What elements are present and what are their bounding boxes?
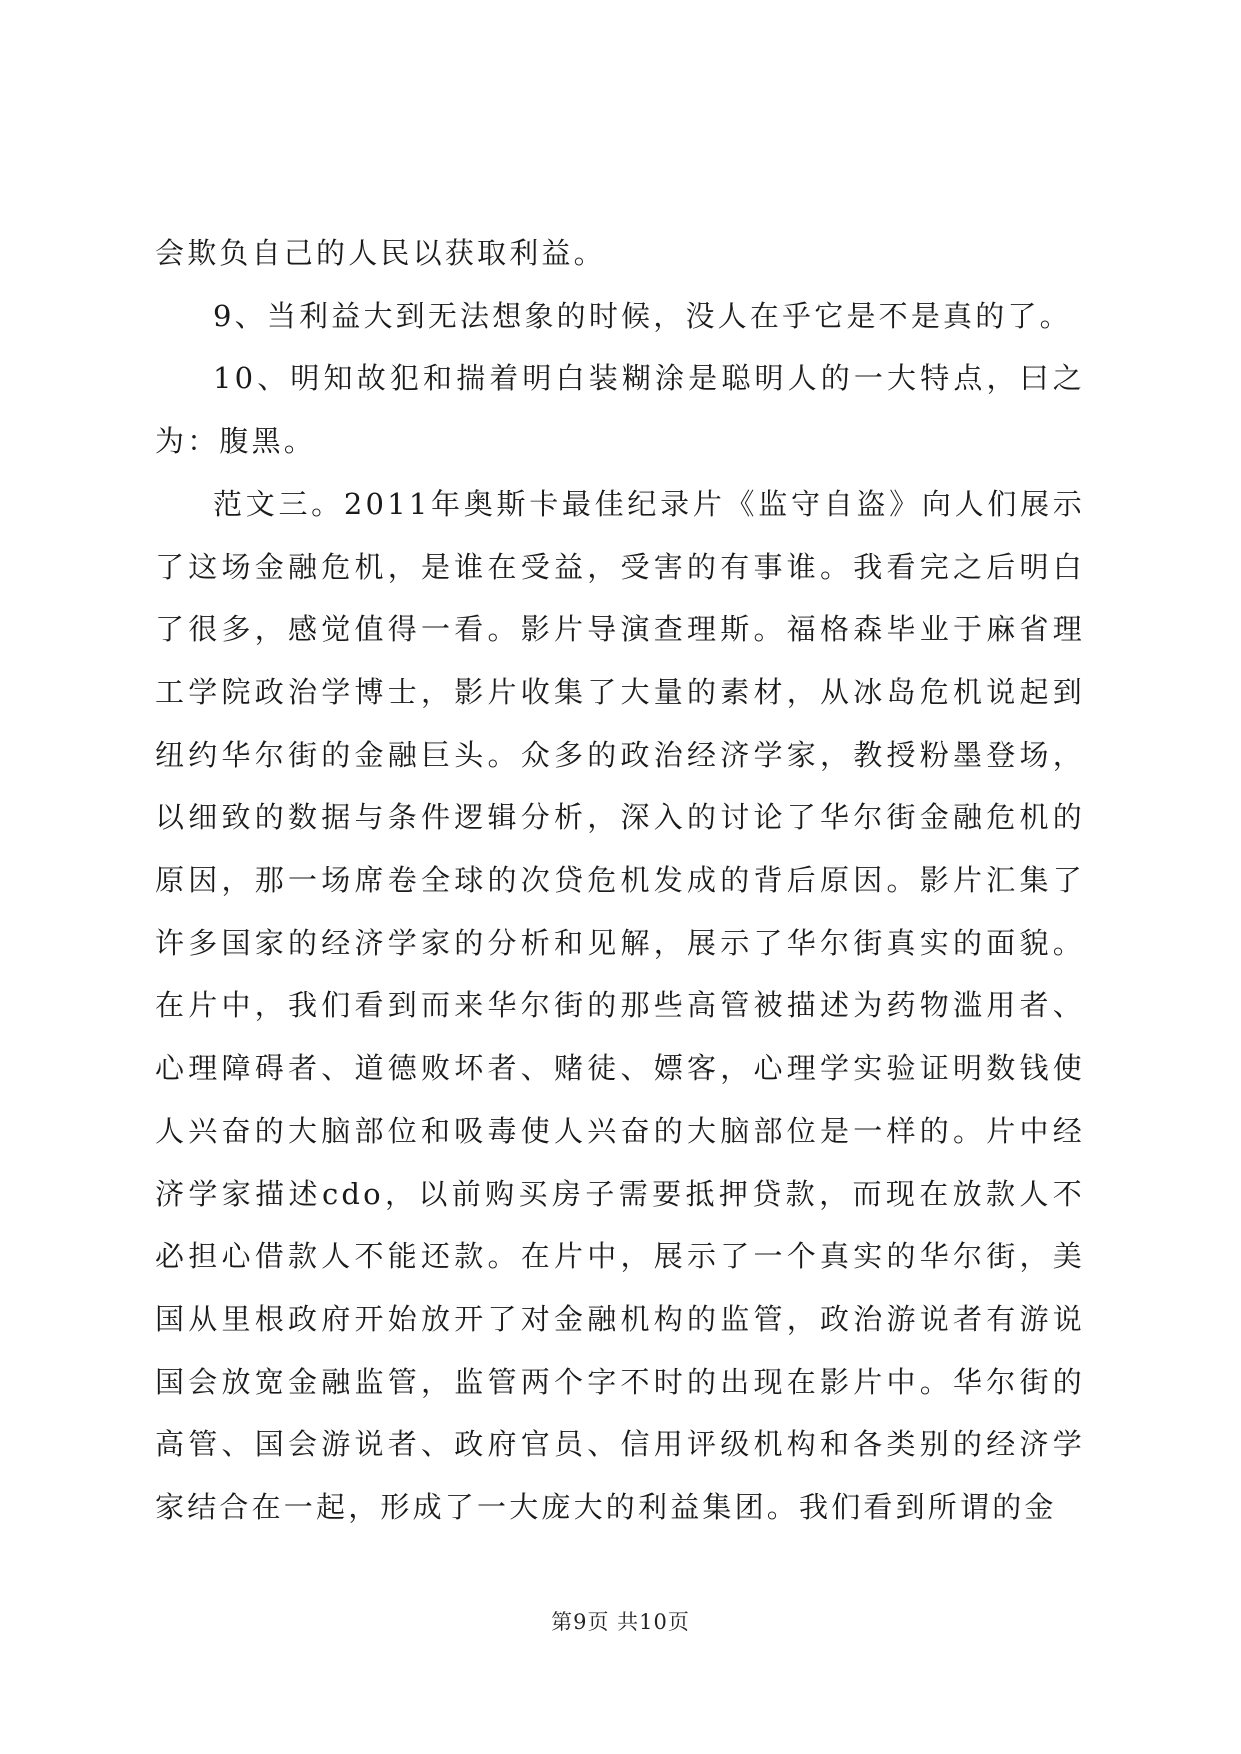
page-number-footer: 第9页 共10页 — [551, 1610, 690, 1634]
paragraph-continuation: 会欺负自己的人民以获取利益。 — [155, 236, 606, 270]
paragraph-item-10: 10、明知故犯和揣着明白装糊涂是聪明人的一大特点，曰之为：腹黑。 — [155, 361, 1085, 459]
paragraph-sample-three: 范文三。2011年奥斯卡最佳纪录片《监守自盗》向人们展示了这场金融危机，是谁在受益，受害的有事谁。我看完之后明白了很多，感觉值得一看。影片导演查理斯。福格森毕业于麻省理工学院政治学博士，影片收集了大量的素材，从冰岛危机说起到纽约华尔街的金融巨头。众多的政治经济学家，教授粉墨登场，以细致的数据与条件逻辑分析，深入的讨论了华尔街金融危机的原因，那一场席卷全球的次贷危机发成的背后原因。影片汇集了许多国家的经济学家的分析和见解，展示了华尔街真实的面貌。在片中，我们看到而来华尔街的那些高管被描述为药物滥用者、心理障碍者、道德败坏者、赌徒、嫖客，心理学实验证明数钱使人兴奋的大脑部位和吸毒使人兴奋的大脑部位是一样的。片中经济学家描述cdo，以前购买房子需要抵押贷款，而现在放款人不必担心借款人不能还款。在片中，展示了一个真实的华尔街，美国从里根政府开始放开了对金融机构的监管，政治游说者有游说国会放宽金融监管，监管两个字不时的出现在影片中。华尔街的高管、国会游说者、政府官员、信用评级机构和各类别的经济学家结合在一起，形成了一大庞大的利益集团。我们看到所谓的金 — [155, 486, 1085, 1525]
paragraph-item-9: 9、当利益大到无法想象的时候，没人在乎它是不是真的了。 — [213, 298, 1072, 333]
document-body — [155, 222, 1085, 1539]
